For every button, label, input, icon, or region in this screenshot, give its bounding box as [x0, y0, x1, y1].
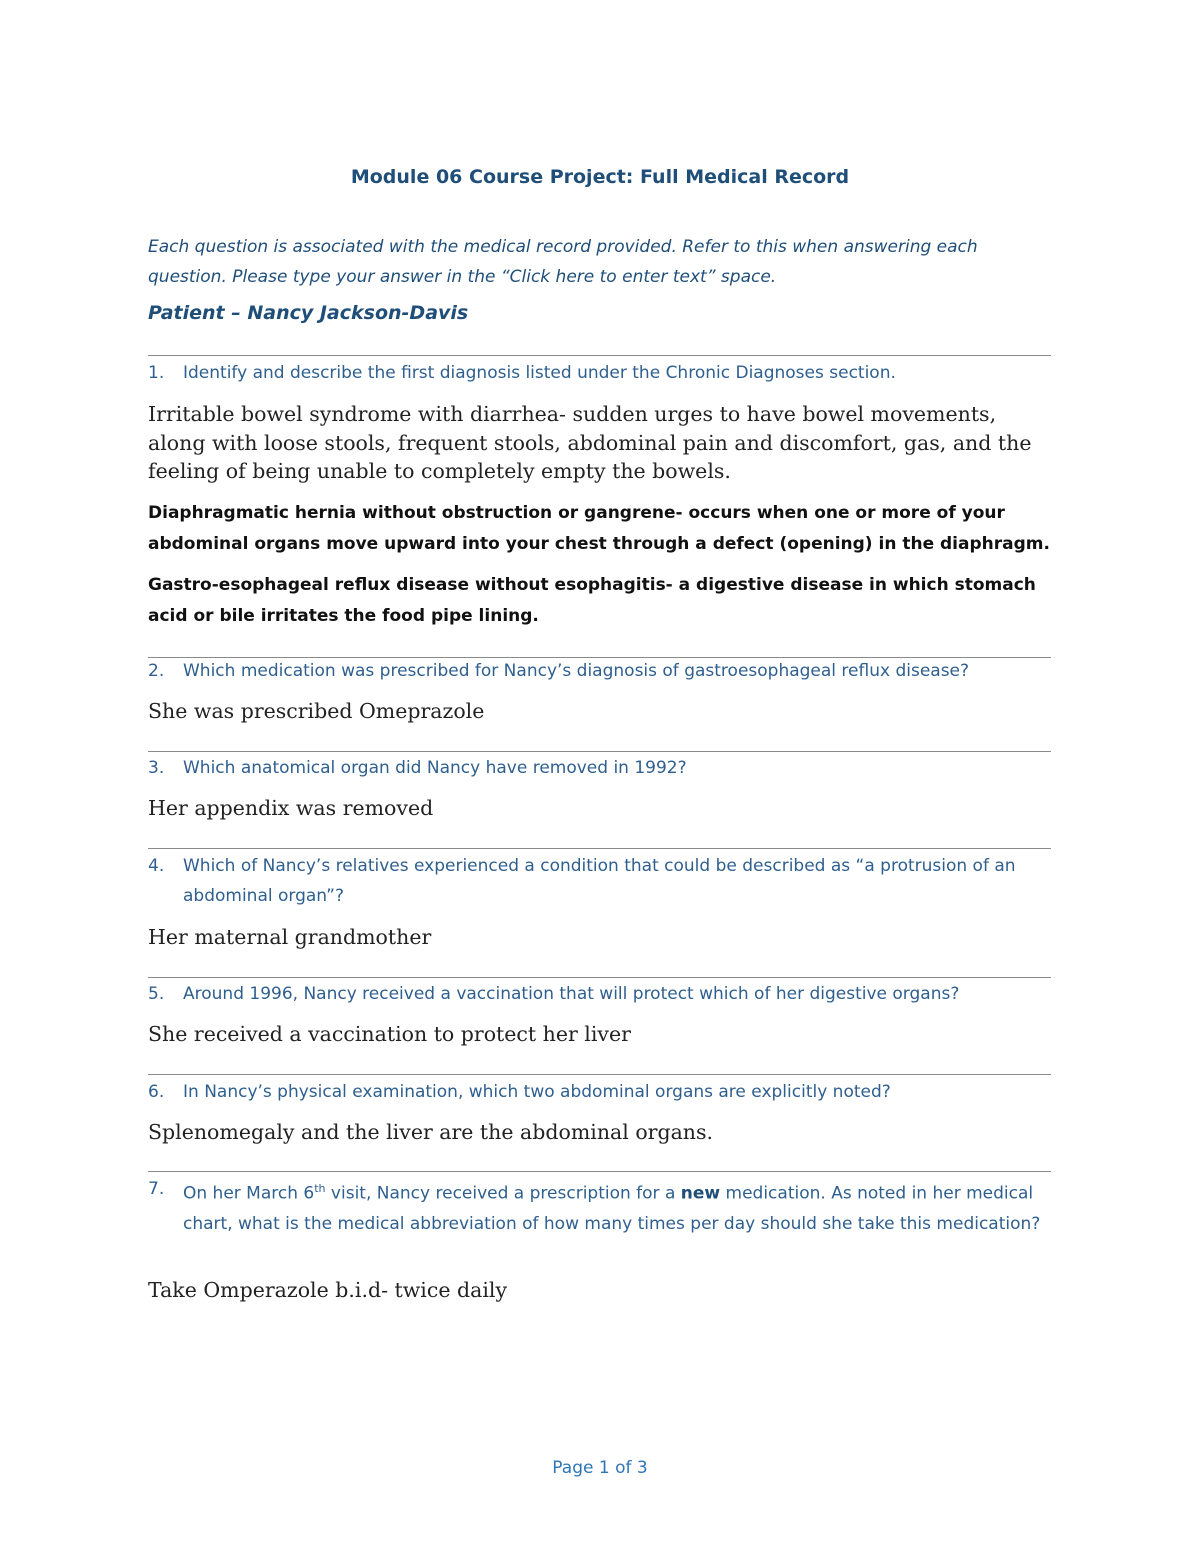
question-text: Which anatomical organ did Nancy have removed in 1992? — [183, 758, 687, 778]
question-4 — [148, 851, 1053, 911]
question-6 — [148, 1077, 1053, 1107]
answer-6[interactable]: Splenomegaly and the liver are the abdominal organs. — [148, 1120, 714, 1144]
instructions-text: Each question is associated with the medical record provided. Refer to this when answering each question. Please type your answer in the “Click here to enter text” space. — [148, 237, 978, 287]
question-text: Identify and describe the first diagnosis listed under the Chronic Diagnoses section. — [183, 363, 896, 383]
divider — [148, 355, 1051, 356]
divider — [148, 1074, 1051, 1075]
question-5 — [148, 979, 1053, 1009]
answer-1-diaphragmatic-hernia[interactable]: Diaphragmatic hernia without obstruction or gangrene- occurs when one or more of your abdominal organs move upward into your chest through a defect (opening) in the diaphragm. — [148, 503, 1050, 554]
question-7 — [148, 1174, 1053, 1239]
question-3 — [148, 753, 1053, 783]
question-text-part: On her March 6 — [183, 1183, 315, 1204]
question-text: Which of Nancy’s relatives experienced a condition that could be described as “a protrusion of an abdominal organ”? — [183, 856, 1016, 906]
question-text — [148, 1174, 1053, 1239]
answer-2[interactable]: She was prescribed Omeprazole — [148, 699, 485, 723]
question-text-part: visit, Nancy received a prescription for a — [325, 1183, 681, 1204]
question-number: 6. — [148, 1082, 165, 1102]
answer-1-gerd[interactable]: Gastro-esophageal reflux disease without esophagitis- a digestive disease in which stomach acid or bile irritates the food pipe lining. — [148, 575, 1036, 626]
question-text: Around 1996, Nancy received a vaccination that will protect which of her digestive organs? — [183, 984, 960, 1004]
emphasis-new: new — [680, 1183, 721, 1204]
answer-1[interactable]: Irritable bowel syndrome with diarrhea- sudden urges to have bowel movements, along with loose stools, frequent stools, abdominal pain and discomfort, gas, and the feeling of being unable to completely empty the bowels. — [148, 402, 1032, 483]
answer-3[interactable]: Her appendix was removed — [148, 796, 434, 820]
question-number: 3. — [148, 758, 165, 778]
question-2 — [148, 656, 1053, 686]
document-title: Module 06 Course Project: Full Medical Record — [350, 166, 850, 188]
patient-name: Patient – Nancy Jackson-Davis — [148, 302, 469, 324]
answer-4[interactable]: Her maternal grandmother — [148, 925, 432, 949]
divider — [148, 751, 1051, 752]
question-text: In Nancy’s physical examination, which two abdominal organs are explicitly noted? — [183, 1082, 891, 1102]
question-text: Which medication was prescribed for Nancy’s diagnosis of gastroesophageal reflux disease? — [183, 661, 970, 681]
divider — [148, 1171, 1051, 1172]
superscript-th: th — [314, 1182, 326, 1195]
page-number: Page 1 of 3 — [552, 1458, 648, 1478]
answer-5[interactable]: She received a vaccination to protect her liver — [148, 1022, 631, 1046]
question-number: 1. — [148, 363, 165, 383]
question-number: 2. — [148, 661, 165, 681]
question-text-part: medication. As noted in her medical chart, what is the medical abbreviation of how many times per day should she take this medication? — [183, 1183, 1041, 1234]
question-number: 7. — [148, 1179, 165, 1199]
answer-7[interactable]: Take Omperazole b.i.d- twice daily — [148, 1278, 508, 1302]
divider — [148, 848, 1051, 849]
question-number: 4. — [148, 856, 165, 876]
question-number: 5. — [148, 984, 165, 1004]
divider — [148, 977, 1051, 978]
question-1 — [148, 358, 1053, 388]
